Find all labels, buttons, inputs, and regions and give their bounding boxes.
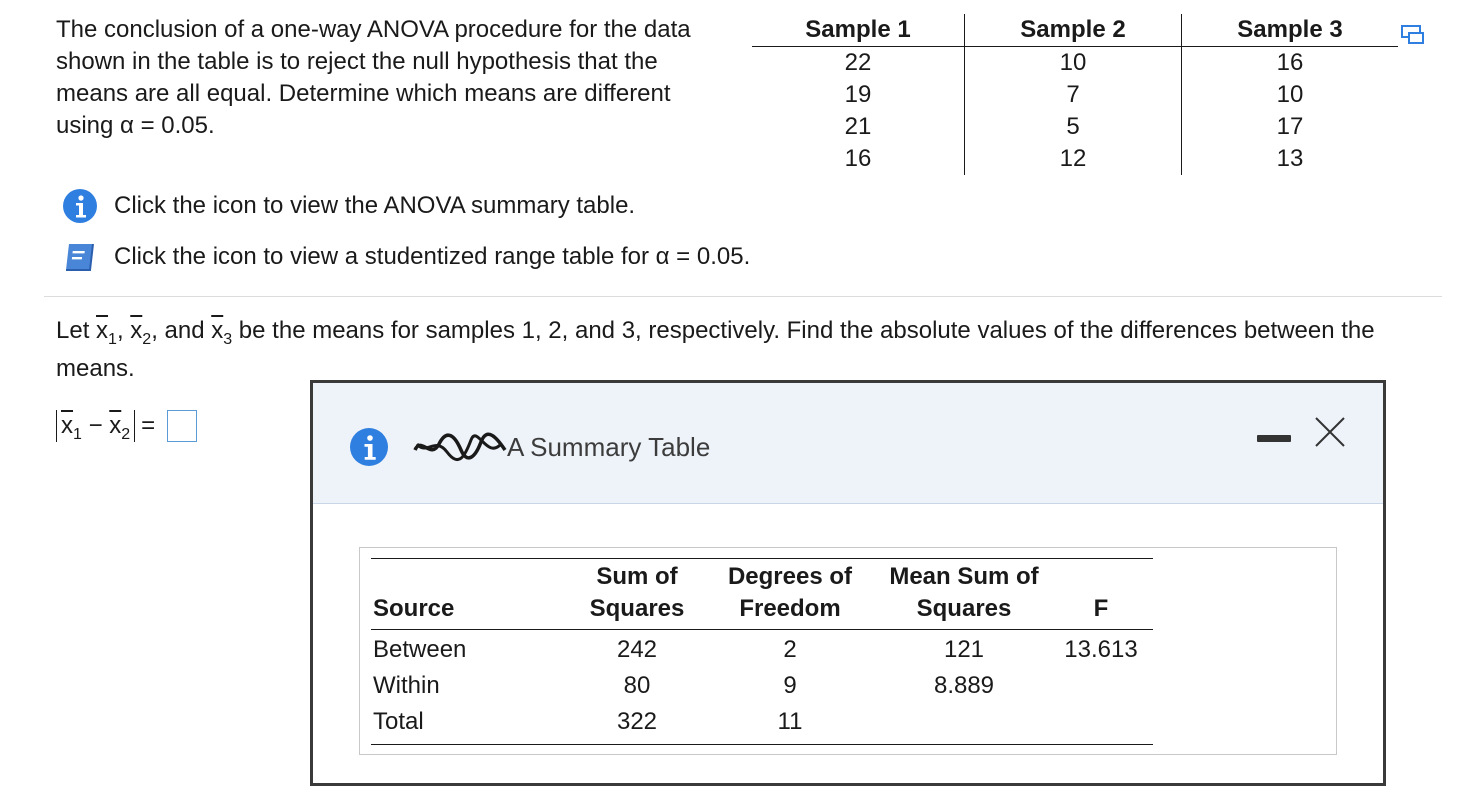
table-cell: 10	[1276, 81, 1304, 108]
table-row	[752, 111, 1398, 143]
table-cell: 121	[943, 636, 985, 663]
part-instructions: Let $\overline{x}_1$, $\overline{x}_2$, and $\overline{x}_3$ be the means for samples 1, 2, and 3, respectively. Find the absolute values of the differences between the means.	[56, 317, 1375, 382]
abs-difference-expression: $\overline{x}_1 - \overline{x}_2$	[56, 410, 135, 442]
sample-3-header: Sample 3	[1182, 14, 1399, 47]
table-cell: 80	[623, 672, 651, 699]
table-cell: 322	[573, 704, 701, 745]
table-row	[752, 79, 1398, 111]
table-cell: 2	[783, 636, 797, 663]
table-cell: 13	[1276, 145, 1304, 172]
equals-sign: =	[141, 412, 156, 439]
close-icon[interactable]	[1313, 415, 1347, 449]
question-text: The conclusion of a one-way ANOVA procedure for the data shown in the table is to reject the null hypothesis that the means are all equal. Determine which means are different using α = 0.05.	[56, 16, 691, 139]
info-icon[interactable]	[60, 186, 100, 226]
table-cell: 5	[965, 111, 1182, 143]
table-row	[371, 630, 1153, 669]
table-cell: 11	[701, 704, 879, 745]
table-cell: 16	[752, 143, 965, 175]
table-header-row	[371, 559, 1153, 630]
column-header: F	[1049, 559, 1153, 630]
minimize-icon[interactable]	[1257, 435, 1291, 442]
table-cell: 22	[752, 47, 965, 80]
anova-info-text: Click the icon to view the ANOVA summary table.	[114, 192, 636, 219]
range-table-link[interactable]	[60, 237, 750, 277]
dialog-title	[349, 427, 710, 467]
samples-table	[752, 14, 1398, 175]
table-cell: 13.613	[1064, 636, 1138, 663]
table-cell: 8.889	[933, 672, 995, 699]
table-row	[752, 143, 1398, 175]
column-header: Degrees of Freedom	[701, 559, 879, 630]
table-cell	[1049, 668, 1153, 704]
book-icon[interactable]	[60, 237, 100, 277]
copy-icon[interactable]	[1400, 24, 1426, 46]
answer-input[interactable]	[167, 410, 197, 442]
table-cell: 12	[965, 143, 1182, 175]
table-cell	[1049, 704, 1153, 745]
table-cell: Within	[373, 672, 440, 699]
table-cell: 242	[616, 636, 658, 663]
table-cell: 16	[1276, 49, 1304, 76]
table-row	[752, 47, 1398, 80]
anova-info-link[interactable]	[60, 186, 635, 226]
table-cell: Between	[373, 636, 467, 663]
table-cell: 21	[752, 111, 965, 143]
answer-line	[56, 410, 197, 442]
table-cell: 19	[752, 79, 965, 111]
table-cell: 17	[1276, 113, 1304, 140]
dialog-header	[313, 383, 1383, 504]
dialog-title-text: A Summary Table	[507, 431, 711, 462]
column-header: Source	[371, 559, 573, 630]
section-divider	[44, 296, 1442, 297]
sample-2-header: Sample 2	[965, 14, 1182, 47]
table-cell: Total	[371, 704, 573, 745]
sample-1-header: Sample 1	[752, 14, 965, 47]
table-row	[371, 668, 1153, 704]
column-header: Mean Sum of Squares	[879, 559, 1049, 630]
info-icon	[349, 427, 389, 467]
table-cell: 10	[965, 47, 1182, 80]
column-header: Sum of Squares	[573, 559, 701, 630]
anova-summary-table	[371, 558, 1153, 745]
table-cell: 7	[965, 79, 1182, 111]
redacted-scribble	[411, 430, 507, 464]
table-cell	[879, 704, 1049, 745]
anova-table-frame	[359, 547, 1337, 755]
table-row	[371, 704, 1153, 745]
anova-summary-dialog	[310, 380, 1386, 786]
table-cell: 9	[783, 672, 797, 699]
range-table-text: Click the icon to view a studentized range table for α = 0.05.	[114, 243, 751, 270]
